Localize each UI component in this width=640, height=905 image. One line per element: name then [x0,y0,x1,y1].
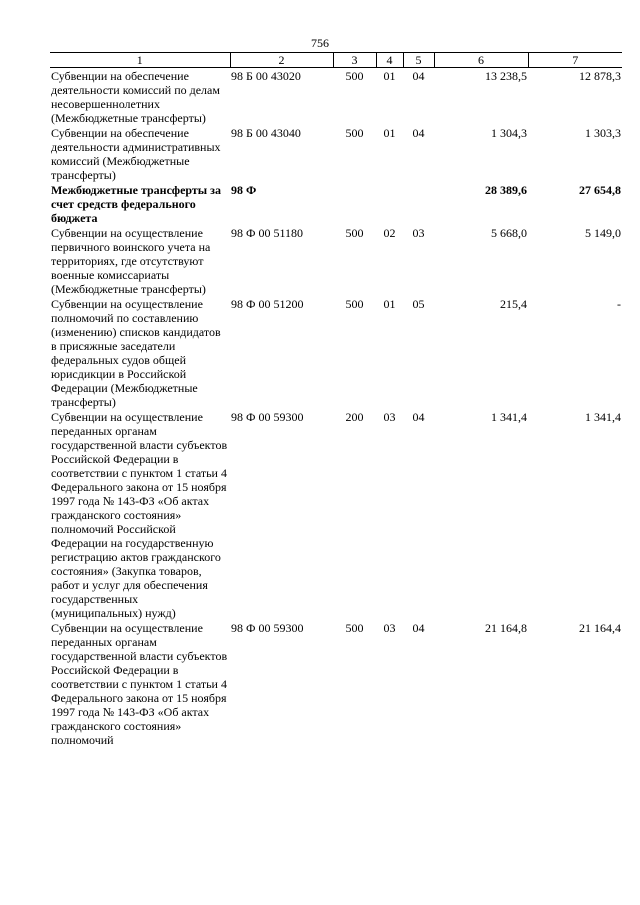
row-col7: 1 341,4 [585,410,621,424]
row-code: 98 Ф 00 59300 [231,621,304,635]
row-code: 98 Ф 00 59300 [231,410,304,424]
row-col6: 21 164,8 [485,621,527,635]
column-header-6: 6 [434,53,528,68]
row-col3 [333,182,376,225]
row-code: 98 Ф 00 51180 [231,226,304,240]
row-col7: 5 149,0 [585,226,621,240]
table-row [50,296,622,409]
row-col7: 1 303,3 [585,126,621,140]
row-name: Субвенции на обеспечение деятельности комиссий по делам несовершеннолетних (Межбюджетные трансферты) [51,69,220,125]
table-row [50,68,622,126]
table-header-row [50,53,622,68]
row-col6: 13 238,5 [485,69,527,83]
table-row [50,409,622,620]
row-name: Субвенции на осуществление полномочий по составлению (изменению) списков кандидатов в присяжные заседатели федеральных судов общей юрисдикции в Российской Федерации (Межбюджетные трансферты) [51,297,221,409]
row-col3: 500 [345,126,364,140]
row-col4: 01 [383,69,396,83]
row-col5: 04 [412,69,425,83]
row-col3: 500 [345,297,364,311]
column-header-7: 7 [528,53,622,68]
row-code: 98 Б 00 43020 [231,69,301,83]
table-row [50,125,622,182]
table-row [50,225,622,296]
row-col4: 03 [383,410,396,424]
row-col6: 215,4 [500,297,527,311]
row-col7: - [617,297,621,311]
row-name: Субвенции на обеспечение деятельности административных комиссий (Межбюджетные трансферты) [51,126,221,182]
row-name: Межбюджетные трансферты за счет средств федерального бюджета [51,183,221,225]
row-name: Субвенции на осуществление первичного воинского учета на территориях, где отсутствуют военные комиссариаты (Межбюджетные трансферты) [51,226,211,296]
column-header-2: 2 [230,53,333,68]
row-col5: 03 [412,226,425,240]
column-header-3: 3 [333,53,376,68]
row-col5: 04 [412,410,425,424]
row-col3: 500 [345,621,364,635]
row-col3: 500 [345,226,364,240]
row-col6: 1 304,3 [491,126,527,140]
row-col7: 12 878,3 [579,69,621,83]
row-col6: 5 668,0 [491,226,527,240]
column-header-5: 5 [403,53,434,68]
row-col3: 500 [345,69,364,83]
row-col5: 04 [412,126,425,140]
row-code: 98 Ф [231,183,257,197]
row-col4: 03 [383,621,396,635]
row-col4: 01 [383,297,396,311]
row-col5: 05 [412,297,425,311]
row-col3: 200 [345,410,364,424]
row-col4: 01 [383,126,396,140]
column-header-1: 1 [50,53,230,68]
row-col7: 21 164,4 [579,621,621,635]
row-col4 [376,182,403,225]
page-number: 756 [311,36,329,50]
row-name: Субвенции на осуществление переданных органам государственной власти субъектов Российской Федерации в соответствии с пунктом 1 статьи 4 Федерального закона от 15 ноября 1997 года № 143-ФЗ «Об актах гражданского состояния» полномочий [51,621,228,747]
row-code: 98 Б 00 43040 [231,126,301,140]
row-code: 98 Ф 00 51200 [231,297,304,311]
table-row [50,620,622,747]
table-row-section [50,182,622,225]
row-col5 [403,182,434,225]
row-col4: 02 [383,226,396,240]
row-col5: 04 [412,621,425,635]
row-col6: 1 341,4 [491,410,527,424]
budget-table [50,52,622,747]
row-col6: 28 389,6 [485,183,527,197]
column-header-4: 4 [376,53,403,68]
row-name: Субвенции на осуществление переданных органам государственной власти субъектов Российской Федерации в соответствии с пунктом 1 статьи 4 Федерального закона от 15 ноября 1997 года № 143-ФЗ «Об актах гражданского состояния» полномочий Российской Федерации на государственную регистрацию актов гражданского состояния» (Закупка товаров, работ и услуг для обеспечения государственных (муниципальных) нужд) [51,410,228,620]
row-col7: 27 654,8 [579,183,621,197]
